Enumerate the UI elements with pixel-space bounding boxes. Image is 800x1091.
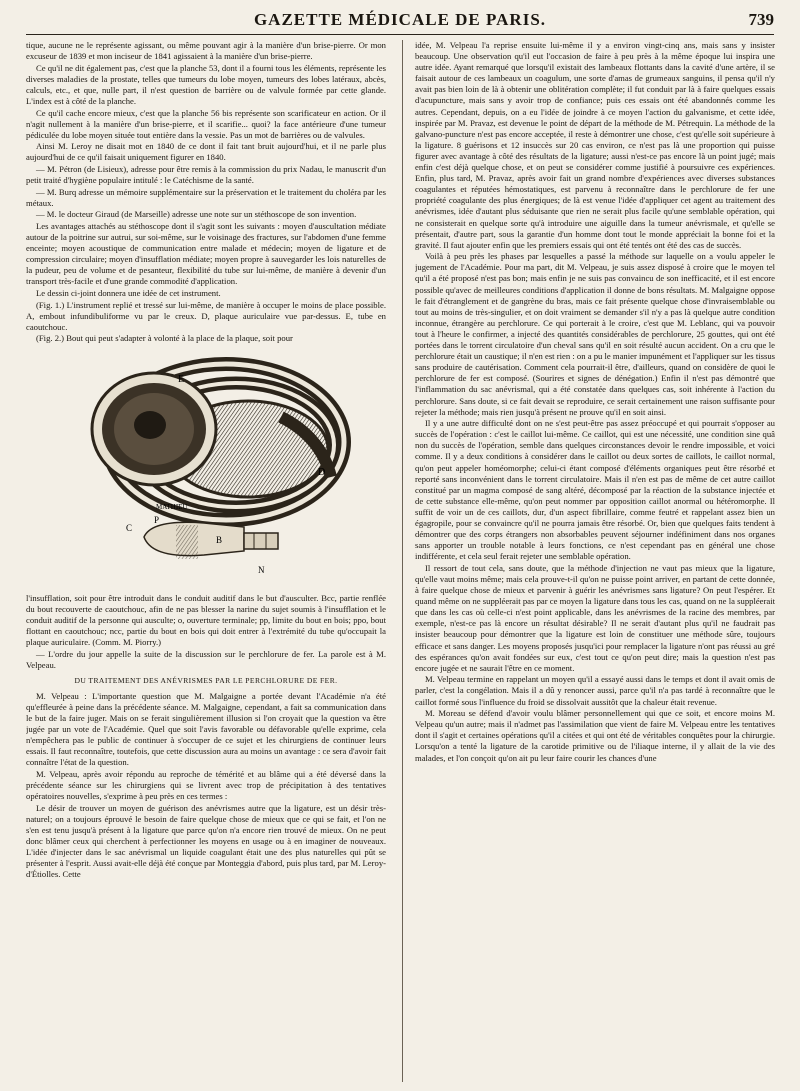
paragraph: l'insufflation, soit pour être introduit dans le conduit auditif dans le but d'ausculter. Bcc, partie renflée du bout recouverte de caoutchouc, afin de ne pas blesser la narine du sujet soumis à l'insufflation et le conduit auditif de la personne qui ausculte; o, ouverture terminale; pp, limite du bout en bois; ppo, bout flottant en caoutchouc; ncc, partie du bout en bois qui doit entrer à l'extrémité du tube qu'occupait la plaque auriculaire. (Comm. M. Piorry.) (26, 592, 386, 647)
right-column (415, 40, 775, 1085)
column-divider (402, 40, 403, 1082)
page-number: 739 (748, 10, 774, 29)
paragraph: (Fig. 1.) L'instrument replié et tressé sur lui-même, de manière à occuper le moins de place possible. A, embout infundibuliforme vu par le creux. D, plaque auriculaire vue par-dessus. E, tube en caoutchouc. (26, 299, 386, 332)
paragraph: Ce qu'il cache encore mieux, c'est que la planche 56 bis représente son scarificateur en action. Or il n'agit nullement à la manière d'un brise-pierre, et il scarifie... quoi? la face antérieure d'une tumeur pédiculée du lobe moyen située tout entière dans la vessie. Pas un mot de barrières ou de valvules. (26, 107, 386, 140)
paragraph: (Fig. 2.) Bout qui peut s'adapter à volonté à la place de la plaque, soit pour (36, 333, 293, 344)
figure-label-e: E (178, 373, 185, 385)
engraver-signature: MATHIEU (156, 502, 188, 511)
stethoscope-illustration (26, 347, 386, 589)
figure-label-b: B (216, 534, 223, 545)
paragraph: M. Velpeau : L'importante question que M. Malgaigne a portée devant l'Académie n'a été qu'effleurée à peine dans la précédente séance. M. Malgaigne, cependant, a fait sa communication dans le but de la faire juger. Mais on se ferait singulièrement illusion si l'on croyait que la question va être jugée par un vote de l'Académie. Quel que soit l'avis favorable ou défavorable qu'elle exprime, cela n'empêchera pas le public de continuer à s'occuper de ce sujet et les chirurgiens de continuer leurs essais. Il faut reconnaître, toutefois, que cette discussion aura au moins un avantage : ce sera d'avoir fait connaître l'état de la question. (26, 690, 386, 768)
journal-title: GAZETTE MÉDICALE DE PARIS. (253, 10, 547, 29)
paragraph: idée, M. Velpeau l'a reprise ensuite lui-même il y a environ vingt-cinq ans, mais sans y insister beaucoup. Une observation qu'il eut l'occasion de faire à peu près à la même époque lui inspira une autre idée. Ayant remarqué que lorsqu'il existait des lambeaux flottants dans la cavité d'une artère, il se faisait autour de ces lambeaux un coagulum, une sorte d'amas de grumeaux sanguins, il pensa qu'il n'y avait pas bien loin de là à obtenir une oblitération complète; il fut conduit par là à faire quelques essais d'acupuncture, mais sans y avoir trop de confiance; puis ces essais ont été abandonnés comme les autres. Cependant, depuis, on a eu l'idée de joindre à ce moyen l'action du galvanisme, et cette idée, inspirée par M. Pravaz, est devenue le point de départ de la méthode de M. Pétrequin. La méthode de la galvano-puncture n'est pas encore acceptée, il reste à démontrer une chose, c'est qu'elle soit supérieure à la ligature. 8 guérisons et 12 insuccès sur 20 cas environ, ce n'est pas là une proportion qui puisse figurer avec avantage à côté des résultats de la ligature; aussi n'est-ce pas encore là un point jugé; mais enfin c'est déjà quelque chose, et on peut se considérer comme justifié à poursuivre ces expériences. Enfin, plus tard, M. Pravaz, après avoir fait un grand nombre d'expériences avec diverses substances coagulantes et réputées hémostatiques, est parvenu à reconnaître dans le perchlorure de fer une propriété coagulante des plus énergiques; de là est venue l'idée d'appliquer cet agent au traitement des anévrismes, idée d'autant plus séduisante que rien ne serait plus facile qu'une semblable opération, qui ne consisterait en quelque sorte qu'à introduire une aiguille dans la tumeur anévrismale, et qu'elle se présentait, d'autre part, sous la garantie d'un homme dont tout le monde appréciait la bonne foi et la gravité. Il faut ajouter enfin que les premiers essais qui ont été tentés ont été des cas de succès. (415, 40, 775, 250)
paragraph: tique, aucune ne le représente agissant, ou même pouvant agir à la manière d'un brise-pierre. Or mon excuseur de 1839 et mon inciseur de 1841 agissaient à la manière d'un brise-pierre. (26, 40, 386, 62)
paragraph: M. Velpeau termine en rappelant un moyen qu'il a essayé aussi dans le temps et dont il avait omis de parler, c'est la congélation. Mais il a dû y renoncer aussi, parce qu'il n'a pas tardé à reconnaître que le caillot formé sous l'influence du froid se dissolvait aussitôt que la chaleur était revenue. (415, 674, 775, 707)
paragraph: Ce qu'il ne dit également pas, c'est que la planche 53, dont il a fourni tous les éléments, représente les diverses maladies de la prostate, telles que tumeurs du lobe moyen, tumeurs des lobes latéraux, abcès, calculs, etc., et que, nulle part, il n'est question de barrière ou de valvule formée par cette glande. L'index est à côté de la planche. (26, 62, 386, 106)
paragraph: Il ressort de tout cela, sans doute, que la méthode d'injection ne vaut pas mieux que la ligature, qu'elle vaut moins même; mais cela prouve-t-il qu'on ne puisse point arriver, en partant de cette donnée, à faire quelque chose de mieux et parvenir à guérir les anévrismes sans ligature? On peut l'espérer. Et quand même on ne suppléerait pas par ce moyen la ligature dans tous les cas, quand on ne la suppléerait que dans les cas où celle-ci n'est point applicable, dans les anévrismes de la racine des membres, par exemple, n'est-ce pas là encore un résultat désirable? Il ne serait d'autant plus qu'il ne faudrait pas insister beaucoup pour démontrer que la ligature est loin de constituer une méthode sûre, toujours efficace et sans danger. Les moyens proposés jusqu'ici pour remplacer la ligature n'ont pas réussi au gré des espérances qu'on avait fondées sur eux, c'est tout ce qu'on peut dire; mais la question n'est pas encore jugée et ne saurait l'être en ce moment. (415, 562, 775, 673)
paragraph: M. Velpeau, après avoir répondu au reproche de témérité et au blâme qui a été déversé dans la précédente séance sur les chirurgiens qui se livrent avec trop de précipitation à des tentatives opératoires nouvelles, s'exprime à peu près en ces termes : (26, 768, 386, 802)
section-title: DU TRAITEMENT DES ANÉVRISMES PAR LE PERCHLORURE DE FER. (74, 675, 338, 685)
paragraph: Le dessin ci-joint donnera une idée de cet instrument. (36, 288, 221, 299)
paragraph: Le désir de trouver un moyen de guérison des anévrismes autre que la ligature, est un désir très-naturel; on a toujours éprouvé le besoin de faire quelque chose de mieux que ce qui se fait, et l'on ne s'en est tenu jusqu'à présent à la ligature que parce qu'on n'a encore rien trouvé de mieux. On ne peut donc blâmer ceux qui cherchent à perfectionner les moyens en usage ou à en imaginer de nouveaux. L'idée d'injecter dans le sac anévrismal un liquide coagulant était une des plus naturelles qui pût se présenter à l'esprit. Aussi avait-elle déjà été conçue par Monteggia d'abord, puis plus tard, par M. Leroy-d'Étiolles. Cette (26, 802, 386, 880)
paragraph: Ainsi M. Leroy ne disait mot en 1840 de ce dont il fait tant bruit aujourd'hui, et il ne parle plus aujourd'hui de ce qu'il faisait uniquement figurer en 1840. (26, 141, 386, 163)
page-header (26, 6, 774, 32)
figure-label-c: C (126, 522, 133, 533)
nozzle-fig2 (144, 522, 278, 559)
left-column (26, 40, 386, 1085)
paragraph: Les avantages attachés au stéthoscope dont il s'agit sont les suivants : moyen d'auscultation médiate autour de la poitrine sur autrui, sur soi-même, sur le voisinage des fractures, sur l'abdomen d'une femme enceinte; moyen acoustique de communication entre malade et médecin; moyen de ligature et de compression circulaire; moyen d'insufflation médiate; moyen propre à sauvegarder les lois naturelles de la pudeur, peu de volume et de pesanteur, flexibilité du tube sur lui-même, de manière à devenir d'un transport très-facile et d'une grande commodité d'application. (26, 221, 386, 287)
paragraph: — M. le docteur Giraud (de Marseille) adresse une note sur un stéthoscope de son invention. (36, 209, 357, 220)
figure-label-p: P (154, 514, 160, 525)
paragraph: Voilà à peu près les phases par lesquelles a passé la méthode sur laquelle on a voulu appeler le jugement de l'Académie. Pour ma part, dit M. Velpeau, je suis assez disposé à croire que le moyen tel qu'il a été proposé n'est pas bon; mais enfin je ne suis pas convaincu de son inefficacité, et il est encore possible qu'avec de meilleures conditions d'application il donne de bons résultats. M. Malgaigne oppose le fait d'étranglement et de gangrène du bras, mais ce fait présente quelque chose d'invraisemblable ou tout au moins de très-singulier, et on doit vraiment se demander s'il n'y a pas là quelque autre condition inconnue, étrangère au perchlorure. Ce qui porterait à le croire, c'est que M. Leblanc, qui va pouvoir tout à l'heure le confirmer, a injecté des quantités considérables de perchlorure, 25 gouttes, qui ont été portées dans le torrent circulatoire d'un cheval sans qu'il en soit résulté aucun accident. On a cru que le perchlorure était un caustique; il n'en est rien : on a pu le manier impunément et l'appliquer sur les tissus sans produire de cautérisation. Comment cela pourrait-il être, d'ailleurs, quand on considère de quoi le perchlorure de fer est composé. (Sourires et signes de dénégation.) Enfin il n'est pas démontré que l'inflammation du sac anévrismal, qui a été constatée dans quelques cas, soit inhérente à l'action du perchlorure. Sans doute, si ce fait devait se reproduire, ce serait certainement une raison suffisante pour rejeter la méthode; mais rien jusqu'à présent ne prouve qu'il en soit ainsi. (415, 251, 775, 417)
paragraph: — M. Pétron (de Lisieux), adresse pour être remis à la commission du prix Nadau, le manuscrit d'un petit traité d'hygiène populaire intitulé : le Catéchisme de la santé. (26, 164, 386, 186)
header-rule (26, 34, 774, 35)
paragraph: M. Moreau se défend d'avoir voulu blâmer personnellement qui que ce soit, et encore moins M. Velpeau qu'un autre; mais il n'admet pas l'assimilation que vient de faire M. Velpeau entre les tentatives dont il s'agit et certaines opérations qu'il a citées et qui ont été de véritables conquêtes pour la chirurgie. Lorsqu'on a tenté la ligature de la carotide primitive ou de l'iliaque interne, il y allait de la vie des malades, et l'on conçoit qu'on ait pu leur faire courir les chances d'une (415, 708, 775, 763)
figure-label-n: N (258, 564, 265, 575)
figure-label-d: D (318, 466, 326, 478)
paragraph: Il y a une autre difficulté dont on ne s'est peut-être pas assez préoccupé et qui pourrait s'opposer au succès de l'opération : c'est le caillot lui-même. Ce caillot, qui est une nécessité, une condition sine quâ non du succès de l'opération, semble dans quelques circonstances devoir le rendre impossible, et voici comme. Il y a deux conditions à considérer dans le caillot ou deux sortes de caillots, le caillot normal, qu'on peut appeler homéomorphe; celui-ci étant composé d'éléments organiques peut être résorbé et reporté sans inconvénient dans le torrent circulatoire. Mais il n'en est pas de même de cet autre caillot constitué par un magma composé de sang altéré, décomposé par la réaction de la substance injectée et de cette substance elle-même, qu'on peut nommer par opposition caillot anormal ou hétéromorphe. Il suffit de voir un de ces caillots, dur, d'un aspect fibrillaire, comme feutré et rappelant assez bien un égagropile, pour se convaincre qu'il ne pourra jamais être résorbé. Or, bien que quelques faits tendent à démontrer que des corps étrangers non absorbables peuvent séjourner indéfiniment dans nos organes sans apporter un trouble notable à leurs fonctions, ce n'est cependant pas en général une chose indifférente, et cela seul ferait rejeter une semblable opération. (415, 418, 775, 562)
paragraph: — L'ordre du jour appelle la suite de la discussion sur le perchlorure de fer. La parole est à M. Velpeau. (26, 648, 386, 670)
stethoscope-engraving (26, 347, 386, 589)
paragraph: — M. Burq adresse un mémoire supplémentaire sur la préservation et le traitement du choléra par les métaux. (26, 186, 386, 208)
